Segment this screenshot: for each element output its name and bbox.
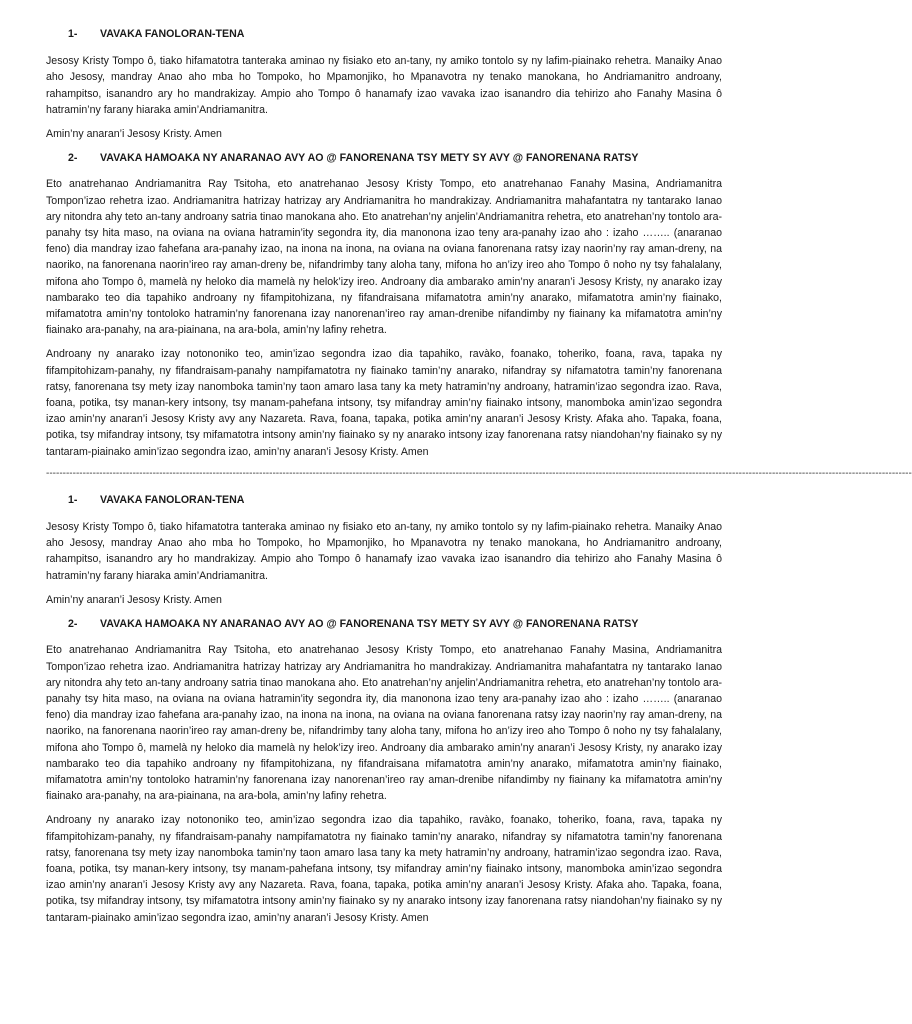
- prayer-2-text-1: Eto anatrehanao Andriamanitra Ray Tsitoha, eto anatrehanao Jesosy Kristy Tompo, eto anatrehanao Fanahy Masina, Andriamanitra Tompon’izao rehetra izao. Andriamanitra hatrizay hatrizay ary Andriamanitra ho mandrakizay. Andriamanitra mahafantatra ny tantarako Ianao ary nitondra ahy teto an-tany androany satria tinao manokana aho. Eto anatrehan’ny anjelin’Andriamanitra rehetra, eto anatrehan’ny tontolo ara-panahy tsy hita maso, na oviana na oviana hatramin’ity segondra ity, dia manonona izao teny ara-panahy izao aho : izaho …….. (anaranao feno) dia mandray izao fahefana ara-panahy izao, na inona na inona, na oviana na oviana fanorenana ratsy izay naorin’ny ray aman-dreny, na naoriko, na fanorenana naorin’ireo ray aman-dreny be, nifandrimby tany aloha tany, mifona ho an’izy ireo aho Tompo ô noho ny tsy fahalalany, mifona aho Tompo ô, mamelà ny heloko dia mamelà ny helok’izy ireo. Androany dia ambarako amin’ny anaran’i Jesosy Kristy, ny anarako izay nambarako teo dia tapahiko androany ny fifampitohizana, ny fifandraisana mifamatotra amin’ny anarako, mifamatotra amin’ny fiainako, mifamatotra amin’ny tontoloko hatramin’ny fanorenana izay nanorenan’ireo ray aman-drenibe nifandimby ny fiainany ka mifamatotra amin’ny fiainako ara-panahy, na ara-piainana, na ara-bola, amin’ny lafiny rehetra.: [46, 178, 722, 337]
- prayer-1-number: 1-: [68, 493, 78, 506]
- prayer-2-text-2: Androany ny anarako izay notononiko teo, amin’izao segondra izao dia tapahiko, ravàko, foanako, toheriko, foana, rava, tapaka ny fifampitohizam-panahy, ny fifandraisam-panahy nampifamatotra ny fiainako tamin’ny anarako, nifandray sy nifamatotra tamin’ny fanorenana ratsy, fanorenana tsy mety izay nanomboka tamin’ny taon amaro lasa tany ka mety hatramin’ny androany, hatramin’izao segondra izao. Rava, foana, potika, tsy manan-kery intsony, tsy manam-pahefana intsony, tsy mifandray amin’ny fiainako intsony, manomboka amin’izao segondra izao amin’ny anaran’i Jesosy Kristy avy any Nazareta. Rava, foana, tapaka, potika amin’ny anaran’i Jesosy Kristy. Afaka aho. Tapaka, foana, potika, tsy mifandray intsony, tsy mifamatotra intsony amin’ny fiainako sy ny anarako intsony izay fanorenana ratsy niandohan’ny fiainako sy ny tantaram-piainako amin’izao segondra izao, amin’ny anaran’i Jesosy Kristy. Amen: [46, 348, 722, 458]
- prayer-2-title: VAVAKA HAMOAKA NY ANARANAO AVY AO @ FANORENANA TSY METY SY AVY @ FANORENANA RATSY: [100, 618, 639, 631]
- prayer-2-text-1: Eto anatrehanao Andriamanitra Ray Tsitoha, eto anatrehanao Jesosy Kristy Tompo, eto anatrehanao Fanahy Masina, Andriamanitra Tompon’izao rehetra izao. Andriamanitra hatrizay hatrizay ary Andriamanitra ho mandrakizay. Andriamanitra mahafantatra ny tantarako Ianao ary nitondra ahy teto an-tany androany satria tinao manokana aho. Eto anatrehan’ny anjelin’Andriamanitra rehetra, eto anatrehan’ny tontolo ara-panahy tsy hita maso, na oviana na oviana hatramin’ity segondra ity, dia manonona izao teny ara-panahy izao aho : izaho …….. (anaranao feno) dia mandray izao fahefana ara-panahy izao, na inona na inona, na oviana na oviana fanorenana ratsy izay naorin’ny ray aman-dreny, na naoriko, na fanorenana naorin’ireo ray aman-dreny be, nifandrimby tany aloha tany, mifona ho an’izy ireo aho Tompo ô noho ny tsy fahalalany, mifona aho Tompo ô, mamelà ny heloko dia mamelà ny helok’izy ireo. Androany dia ambarako amin’ny anaran’i Jesosy Kristy, ny anarako izay nambarako teo dia tapahiko androany ny fifampitohizana, ny fifandraisana mifamatotra amin’ny anarako, mifamatotra amin’ny fiainako, mifamatotra amin’ny tontoloko hatramin’ny fanorenana izay nanorenan’ireo ray aman-drenibe nifandimby ny fiainany ka mifamatotra amin’ny fiainako ara-panahy, na ara-piainana, na ara-bola, amin’ny lafiny rehetra.: [46, 644, 722, 803]
- prayer-1-amen: Amin’ny anaran’i Jesosy Kristy. Amen: [46, 593, 222, 606]
- prayer-2-number: 2-: [68, 152, 78, 165]
- prayer-1-number: 1-: [68, 28, 78, 40]
- prayer-1-heading: [46, 492, 722, 508]
- prayer-1-title: VAVAKA FANOLORAN-TENA: [100, 28, 245, 40]
- prayer-1-amen: Amin’ny anaran’i Jesosy Kristy. Amen: [46, 128, 222, 141]
- prayer-2-title: VAVAKA HAMOAKA NY ANARANAO AVY AO @ FANORENANA TSY METY SY AVY @ FANORENANA RATSY: [100, 152, 639, 165]
- prayer-2-number: 2-: [68, 618, 78, 631]
- section-2: [46, 492, 722, 926]
- prayer-1-title: VAVAKA FANOLORAN-TENA: [100, 493, 245, 506]
- prayer-2-heading: [46, 616, 722, 632]
- dashed-separator: --------------------------------------------------------------------------------------------------------------------------------------------------------------------------------------------------------------------------------------------------------------------: [46, 467, 912, 479]
- prayer-1-heading: [46, 26, 722, 42]
- prayer-2-text-2: Androany ny anarako izay notononiko teo, amin’izao segondra izao dia tapahiko, ravàko, foanako, toheriko, foana, rava, tapaka ny fifampitohizam-panahy, ny fifandraisam-panahy nampifamatotra ny fiainako tamin’ny anarako, nifandray sy nifamatotra tamin’ny fanorenana ratsy, fanorenana tsy mety izay nanomboka tamin’ny taon amaro lasa tany ka mety hatramin’ny androany, hatramin’izao segondra izao. Rava, foana, potika, tsy manan-kery intsony, tsy manam-pahefana intsony, tsy mifandray amin’ny fiainako intsony, manomboka amin’izao segondra izao amin’ny anaran’i Jesosy Kristy avy any Nazareta. Rava, foana, tapaka, potika amin’ny anaran’i Jesosy Kristy. Afaka aho. Tapaka, foana, potika, tsy mifandray intsony, tsy mifamatotra intsony amin’ny fiainako sy ny anarako intsony izay fanorenana ratsy niandohan’ny fiainako sy ny tantaram-piainako amin’izao segondra izao, amin’ny anaran’i Jesosy Kristy. Amen: [46, 814, 722, 924]
- prayer-2-heading: [46, 150, 722, 166]
- section-1: [46, 26, 722, 460]
- prayer-1-text: Jesosy Kristy Tompo ô, tiako hifamatotra tanteraka aminao ny fisiako eto an-tany, ny amiko tontolo sy ny lafim-piainako rehetra. Manaiky Anao aho Jesosy, mandray Anao aho mba ho Tompoko, ho Mpamonjiko, ho Mpanavotra ny tenako manokana, ho Andriamanitro androany, rahampitso, isanandro ary ho mandrakizay. Ampio aho Tompo ô hanamafy izao vavaka izao isanandro dia tehirizo aho Fanahy Masina ô hatramin’ny farany hiaraka amin’Andriamanitra.: [46, 521, 722, 582]
- prayer-1-text: Jesosy Kristy Tompo ô, tiako hifamatotra tanteraka aminao ny fisiako eto an-tany, ny amiko tontolo sy ny lafim-piainako rehetra. Manaiky Anao aho Jesosy, mandray Anao aho mba ho Tompoko, ho Mpamonjiko, ho Mpanavotra ny tenako manokana, ho Andriamanitro androany, rahampitso, isanandro ary ho mandrakizay. Ampio aho Tompo ô hanamafy izao vavaka izao isanandro dia tehirizo aho Fanahy Masina ô hatramin’ny farany hiaraka amin’Andriamanitra.: [46, 55, 722, 116]
